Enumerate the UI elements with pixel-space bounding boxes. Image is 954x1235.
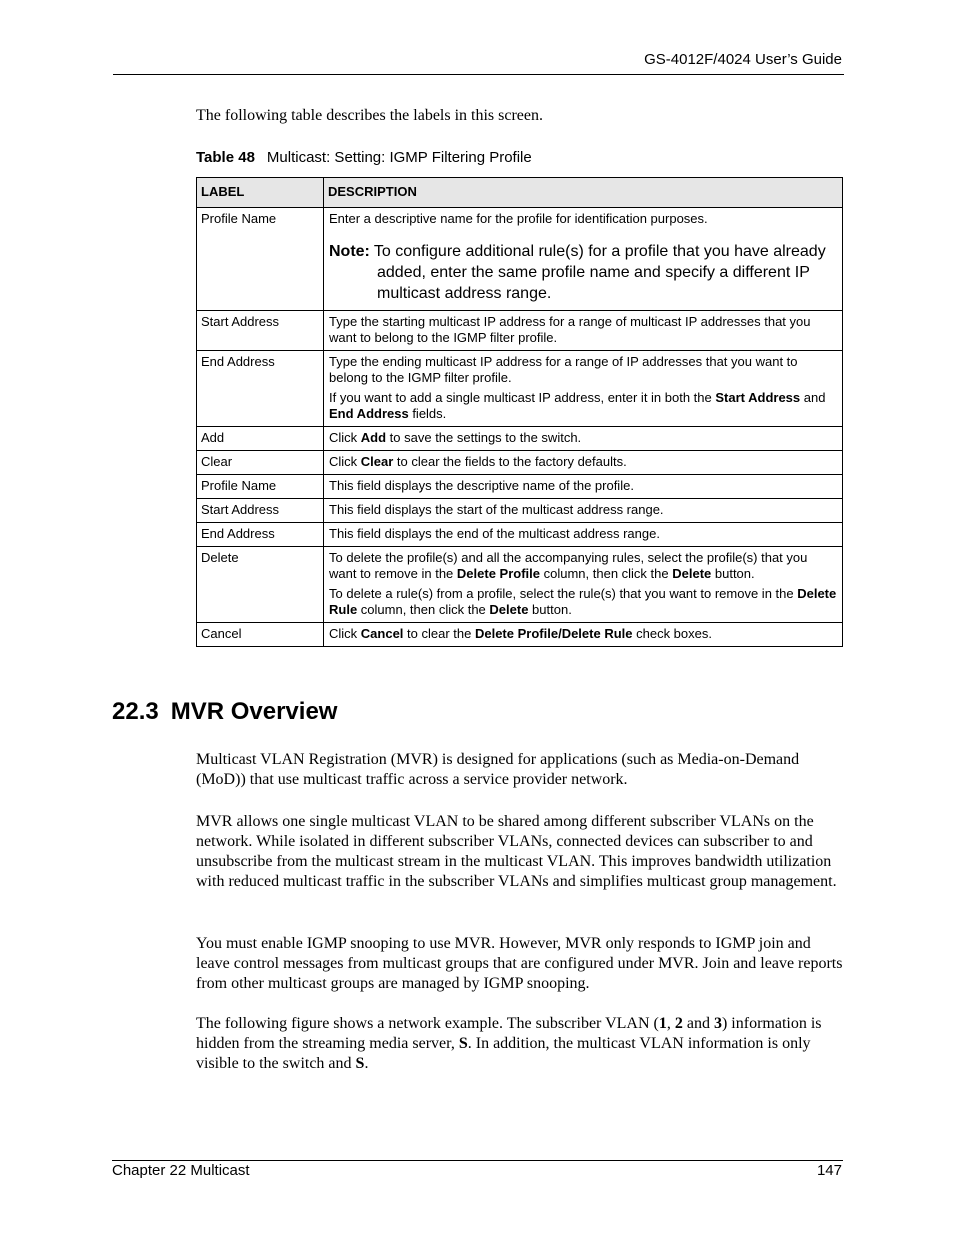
text-run: column, then click the bbox=[357, 602, 490, 617]
bold-term: Cancel bbox=[360, 626, 404, 641]
text-run: Click bbox=[329, 454, 361, 469]
text-run: and bbox=[682, 1015, 714, 1032]
table-header-row bbox=[197, 178, 843, 208]
text-run: column, then click the bbox=[540, 566, 673, 581]
bold-term: Delete bbox=[489, 602, 529, 617]
table-row bbox=[197, 499, 843, 523]
text-run: Click bbox=[329, 430, 361, 445]
note bbox=[329, 241, 837, 304]
section-heading bbox=[112, 698, 337, 726]
section-number: 22.3 bbox=[112, 698, 159, 725]
text-run: to clear the bbox=[403, 626, 475, 641]
row-description bbox=[324, 547, 843, 623]
bold-term: Delete Profile bbox=[456, 566, 540, 581]
bold-term: Delete bbox=[672, 566, 712, 581]
description-text: Type the ending multicast IP address for a range of IP addresses that you want to belong to the IGMP filter profile. bbox=[329, 354, 798, 385]
text-run: button. bbox=[528, 602, 572, 617]
table-row bbox=[197, 351, 843, 427]
section-title: MVR Overview bbox=[170, 698, 338, 725]
bold-term: Add bbox=[360, 430, 387, 445]
row-label: Profile Name bbox=[197, 475, 324, 499]
row-description bbox=[324, 427, 843, 451]
footer-page-number: 147 bbox=[816, 1162, 842, 1179]
intro-text: The following table describes the labels in this screen. bbox=[196, 107, 544, 124]
text-run: to clear the fields to the factory defaults. bbox=[393, 454, 627, 469]
body-paragraph: MVR allows one single multicast VLAN to be shared among different subscriber VLANs on the network. While isolated in different subscriber VLANs, connected devices can subscriber to and unsubscribe from the multicast stream in the multicast VLAN. This improves bandwidth utilization with reduced multicast traffic in the subscriber VLANs and simplifies multicast group management. bbox=[196, 813, 837, 890]
bold-term: Delete Rule bbox=[561, 626, 633, 641]
note-text: To configure additional rule(s) for a profile that you have already added, enter the same profile name and specify a different IP multicast address range. bbox=[373, 243, 826, 302]
row-label: Delete bbox=[197, 547, 324, 623]
row-label: Clear bbox=[197, 451, 324, 475]
row-label: Profile Name bbox=[197, 208, 324, 311]
table-row bbox=[197, 311, 843, 351]
text-run: . In addition, the multicast VLAN information is only visible to the switch and bbox=[196, 1035, 811, 1072]
text-run: The following figure shows a network example. The subscriber VLAN ( bbox=[196, 1015, 659, 1032]
table-row bbox=[197, 451, 843, 475]
table-caption-number: Table 48 bbox=[196, 149, 255, 166]
row-description: This field displays the end of the multicast address range. bbox=[324, 523, 843, 547]
table-row bbox=[197, 547, 843, 623]
description-text bbox=[329, 586, 837, 618]
bold-term: Delete Rule bbox=[329, 586, 837, 617]
text-run: , bbox=[666, 1015, 675, 1032]
table-row bbox=[197, 427, 843, 451]
bold-term: / bbox=[558, 626, 562, 641]
text-run: Click bbox=[329, 626, 361, 641]
bold-term: S bbox=[458, 1035, 468, 1052]
footer-chapter: Chapter 22 Multicast bbox=[112, 1162, 250, 1179]
row-description: This field displays the start of the multicast address range. bbox=[324, 499, 843, 523]
text-run: and bbox=[800, 390, 826, 405]
column-header-description: DESCRIPTION bbox=[324, 178, 843, 208]
row-label: Start Address bbox=[197, 499, 324, 523]
footer-rule bbox=[112, 1160, 843, 1161]
row-label: Cancel bbox=[197, 623, 324, 647]
row-label: Add bbox=[197, 427, 324, 451]
bold-term: Clear bbox=[360, 454, 394, 469]
igmp-filtering-profile-table bbox=[196, 177, 843, 647]
row-label: Start Address bbox=[197, 311, 324, 351]
bold-term: End Address bbox=[329, 406, 409, 421]
text-run: ) information is hidden from the streaming media server, bbox=[196, 1015, 822, 1052]
row-description bbox=[324, 451, 843, 475]
text-run: To delete the profile(s) and all the accompanying rules, select the profile(s) that you want to remove in the bbox=[329, 550, 808, 581]
table-row bbox=[197, 208, 843, 311]
row-description bbox=[324, 351, 843, 427]
note-label: Note: bbox=[329, 243, 370, 260]
description-text bbox=[329, 390, 837, 422]
table-row bbox=[197, 475, 843, 499]
row-label: End Address bbox=[197, 351, 324, 427]
bold-term: 1 bbox=[658, 1015, 667, 1032]
bold-term: S bbox=[355, 1055, 365, 1072]
text-run: button. bbox=[711, 566, 755, 581]
table-row bbox=[197, 523, 843, 547]
bold-term: 3 bbox=[713, 1015, 722, 1032]
table-caption-title: Multicast: Setting: IGMP Filtering Profile bbox=[266, 149, 532, 166]
row-label: End Address bbox=[197, 523, 324, 547]
text-run: check boxes. bbox=[632, 626, 712, 641]
text-run: If you want to add a single multicast IP address, enter it in both the bbox=[329, 390, 716, 405]
text-run: . bbox=[364, 1055, 369, 1072]
bold-term: Start Address bbox=[715, 390, 801, 405]
row-description bbox=[324, 623, 843, 647]
bold-term: 2 bbox=[674, 1015, 683, 1032]
column-header-label: LABEL bbox=[197, 178, 324, 208]
table-caption bbox=[196, 149, 532, 166]
body-paragraph: Multicast VLAN Registration (MVR) is designed for applications (such as Media-on-Demand (MoD)) that use multicast traffic across a service provider network. bbox=[196, 751, 800, 788]
header-rule bbox=[113, 74, 844, 75]
text-run: fields. bbox=[408, 406, 447, 421]
bold-term: Delete Profile bbox=[474, 626, 559, 641]
table-row bbox=[197, 623, 843, 647]
row-description: Type the starting multicast IP address for a range of multicast IP addresses that you want to belong to the IGMP filter profile. bbox=[324, 311, 843, 351]
text-run: to save the settings to the switch. bbox=[386, 430, 582, 445]
running-header: GS-4012F/4024 User’s Guide bbox=[644, 51, 842, 68]
description-text bbox=[329, 550, 837, 582]
text-run: To delete a rule(s) from a profile, select the rule(s) that you want to remove in the bbox=[329, 586, 798, 601]
body-paragraph bbox=[196, 1014, 846, 1074]
row-description: This field displays the descriptive name of the profile. bbox=[324, 475, 843, 499]
row-description bbox=[324, 208, 843, 311]
description-text: Enter a descriptive name for the profile for identification purposes. bbox=[329, 211, 708, 226]
body-paragraph: You must enable IGMP snooping to use MVR. However, MVR only responds to IGMP join and leave control messages from multicast groups that are configured under MVR. Join and leave reports from other multicast groups are managed by IGMP snooping. bbox=[196, 935, 843, 992]
